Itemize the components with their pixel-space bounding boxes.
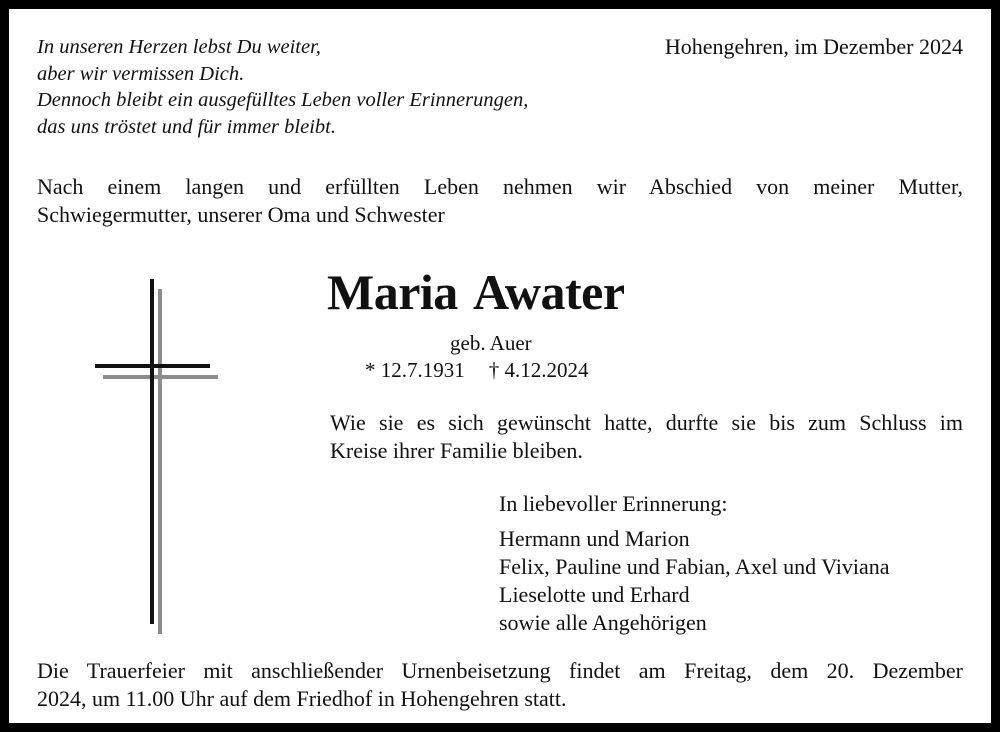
- mourner-line: Hermann und Marion: [499, 526, 690, 551]
- ceremony-info: [37, 657, 963, 713]
- intro-line: Nach einem langen und erfüllten Leben nehmen wir Abschied von meiner Mutter,: [37, 174, 963, 199]
- farewell-line: Wie sie es sich gewünscht hatte, durfte sie bis zum Schluss im: [330, 410, 963, 435]
- cross-vertical: [150, 279, 154, 624]
- farewell-line: Kreise ihrer Familie bleiben.: [330, 438, 583, 463]
- place-date: Hohengehren, im Dezember 2024: [664, 34, 963, 59]
- ceremony-line: Die Trauerfeier mit anschließender Urnenbeisetzung findet am Freitag, dem 20. Dezember: [37, 658, 963, 683]
- verse-line: das uns tröstet und für immer bleibt.: [37, 115, 336, 138]
- cross-horizontal: [95, 364, 210, 368]
- mourner-line: Lieselotte und Erhard: [499, 582, 690, 607]
- verse-line: aber wir vermissen Dich.: [37, 62, 245, 85]
- farewell-text: [330, 409, 963, 465]
- cross-shadow-horizontal: [103, 375, 218, 379]
- mourners-list: [499, 525, 890, 637]
- deceased-name: Maria Awater: [327, 264, 625, 320]
- memory-heading: In liebevoller Erinnerung:: [499, 491, 728, 516]
- intro-text: [37, 173, 963, 229]
- verse-line: In unseren Herzen lebst Du weiter,: [37, 36, 321, 58]
- ceremony-line: 2024, um 11.00 Uhr auf dem Friedhof in Hohengehren statt.: [37, 686, 567, 711]
- cross-shadow-vertical: [158, 289, 162, 634]
- mourner-line: sowie alle Angehörigen: [499, 610, 707, 635]
- mourner-line: Felix, Pauline und Fabian, Axel und Viviana: [499, 554, 890, 579]
- cross-icon: [79, 271, 219, 636]
- verse-line: Dennoch bleibt ein ausgefülltes Leben voller Erinnerungen,: [37, 89, 529, 111]
- intro-line: Schwiegermutter, unserer Oma und Schwester: [37, 202, 445, 227]
- death-date: † 4.12.2024: [488, 358, 589, 382]
- verse: [37, 34, 528, 140]
- birth-name: geb. Auer: [450, 331, 532, 355]
- life-dates: [365, 356, 589, 384]
- birth-date: * 12.7.1931: [365, 358, 465, 382]
